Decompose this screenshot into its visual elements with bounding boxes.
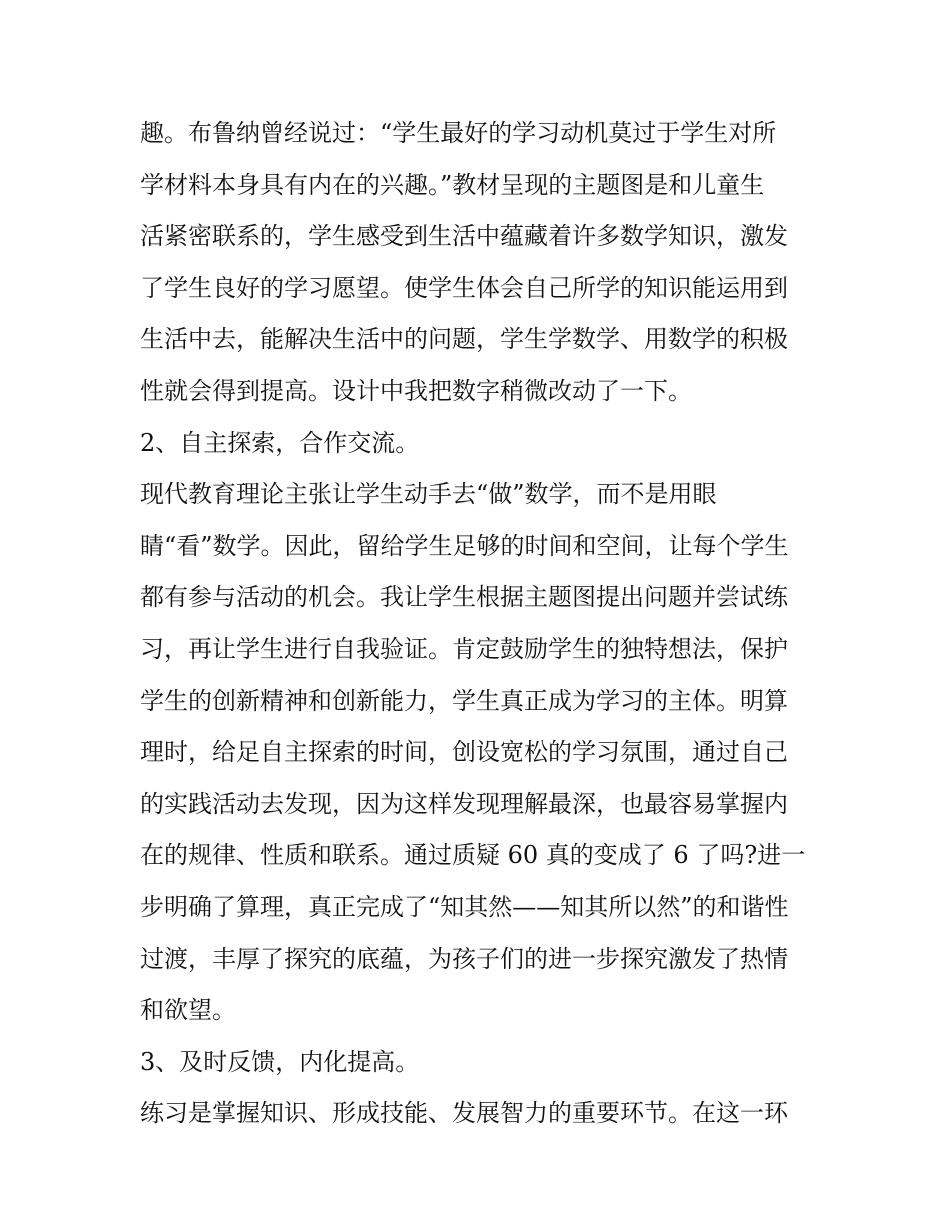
text-line: 过渡，丰厚了探究的底蕴，为孩子们的进一步探究激发了热情: [140, 944, 788, 973]
text-line: 和欲望。: [140, 996, 236, 1025]
text-line: 趣。布鲁纳曾经说过：“学生最好的学习动机莫过于学生对所: [140, 119, 777, 147]
text-line: 学生的创新精神和创新能力，学生真正成为学习的主体。明算: [140, 686, 788, 715]
text-line: 步明确了算理，真正完成了“知其然——知其所以然”的和谐性: [140, 892, 789, 921]
text-line: 性就会得到提高。设计中我把数字稍微改动了一下。: [140, 376, 692, 405]
section-heading: 3、及时反馈，内化提高。: [140, 1047, 420, 1076]
text-line: 现代教育理论主张让学生动手去“做”数学，而不是用眼: [140, 480, 717, 509]
text-line: 练习是掌握知识、形成技能、发展智力的重要环节。在这一环: [140, 1099, 788, 1128]
text-line: 了学生良好的学习愿望。使学生体会自己所学的知识能运用到: [140, 273, 788, 302]
text-line: 习，再让学生进行自我验证。肯定鼓励学生的独特想法，保护: [140, 634, 788, 663]
text-line: 睛“看”数学。因此，留给学生足够的时间和空间，让每个学生: [140, 531, 789, 560]
text-line: 都有参与活动的机会。我让学生根据主题图提出问题并尝试练: [140, 583, 788, 612]
text-line: 学材料本身具有内在的兴趣。”教材呈现的主题图是和儿童生: [140, 170, 765, 199]
text-line: 理时，给足自主探索的时间，创设宽松的学习氛围，通过自己: [140, 738, 788, 767]
text-line: 在的规律、性质和联系。通过质疑 60 真的变成了 6 了吗?进一: [140, 841, 806, 870]
text-line: 生活中去，能解决生活中的问题，学生学数学、用数学的积极: [140, 325, 788, 354]
body-text: [140, 108, 820, 1140]
text-line: 的实践活动去发现，因为这样发现理解最深，也最容易掌握内: [140, 789, 788, 818]
section-heading: 2、自主探索，合作交流。: [140, 428, 420, 457]
text-line: 活紧密联系的，学生感受到生活中蕴藏着许多数学知识，激发: [140, 222, 788, 251]
